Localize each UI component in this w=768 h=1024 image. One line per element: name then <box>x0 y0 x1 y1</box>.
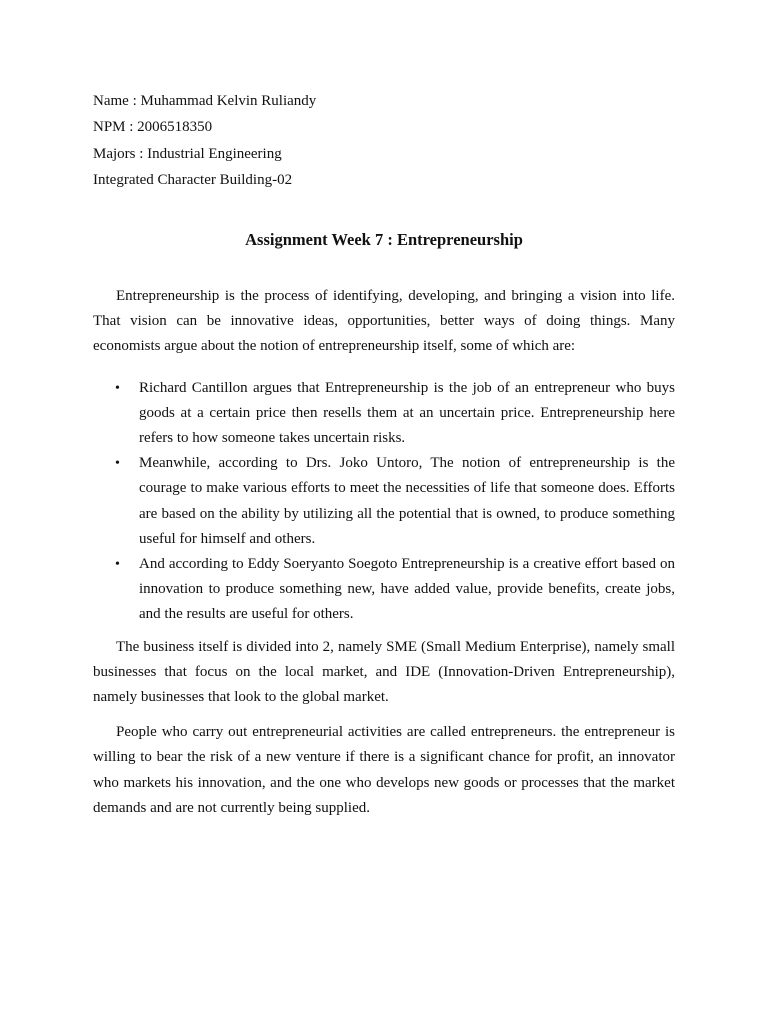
entrepreneurs-paragraph: People who carry out entrepreneurial activities are called entrepreneurs. the entrepreneur is willing to bear the risk of a new venture if there is a significant chance for profit, an innovator who markets his innovation, and the one who develops new goods or processes that the market demands and are not currently being supplied. <box>93 724 675 816</box>
student-name: Name : Muhammad Kelvin Ruliandy <box>93 93 317 109</box>
intro-paragraph: Entrepreneurship is the process of identifying, developing, and bringing a vision into life. That vision can be innovative ideas, opportunities, better ways of doing things. Many economists argue about the notion of entrepreneurship itself, some of which are: <box>93 288 675 355</box>
bullet-icon: • <box>115 557 120 573</box>
bullet-icon: • <box>115 380 120 396</box>
document-body <box>93 284 675 821</box>
list-item <box>93 376 675 452</box>
list-item-text: Meanwhile, according to Drs. Joko Untoro, The notion of entrepreneurship is the courage to make various efforts to meet the necessities of life that someone does. Efforts are based on the ability by utilizing all the potential that is owned, to produce something useful for himself and others. <box>139 455 675 547</box>
student-majors: Majors : Industrial Engineering <box>93 146 282 162</box>
economist-definitions-list <box>93 376 675 628</box>
list-item <box>93 552 675 628</box>
bullet-icon: • <box>115 456 120 472</box>
list-item <box>93 451 675 552</box>
list-item-text: And according to Eddy Soeryanto Soegoto Entrepreneurship is a creative effort based on innovation to produce something new, have added value, provide benefits, create jobs, and the results are useful for others. <box>139 556 675 623</box>
document-title: Assignment Week 7 : Entrepreneurship <box>245 230 523 249</box>
student-info-block <box>93 91 693 196</box>
business-types-paragraph: The business itself is divided into 2, namely SME (Small Medium Enterprise), namely small businesses that focus on the local market, and IDE (Innovation-Driven Entrepreneurship), namely businesses that look to the global market. <box>93 638 675 706</box>
course-name: Integrated Character Building-02 <box>93 172 293 188</box>
student-npm: NPM : 2006518350 <box>93 119 213 135</box>
list-item-text: Richard Cantillon argues that Entrepreneurship is the job of an entrepreneur who buys goods at a certain price then resells them at an uncertain price. Entrepreneurship here refers to how someone takes uncertain risks. <box>139 379 675 447</box>
